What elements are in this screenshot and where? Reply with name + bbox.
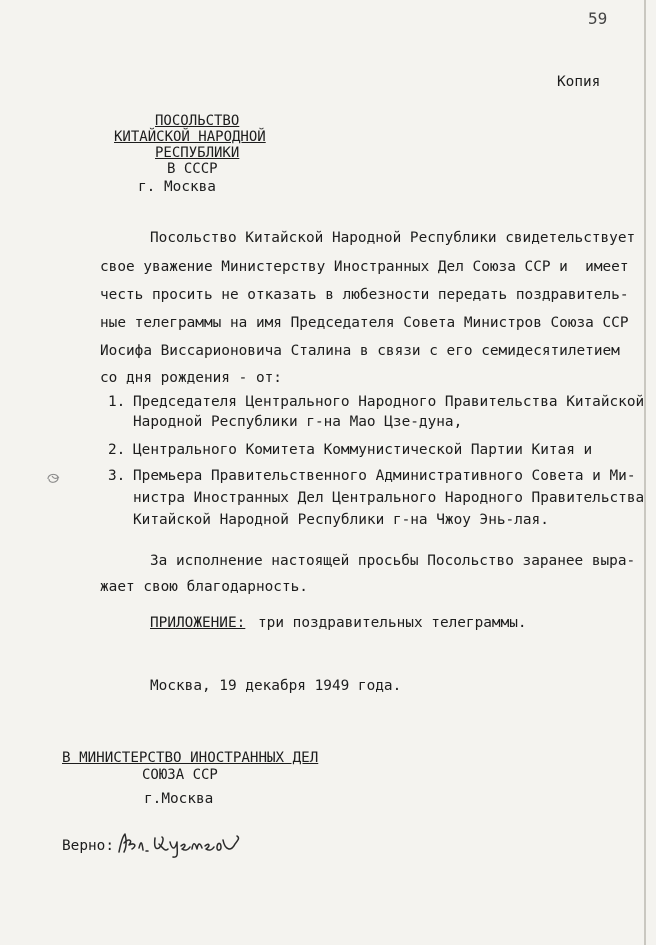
sender-line-4: В СССР <box>167 161 218 177</box>
recipient-line-1: В МИНИСТЕРСТВО ИНОСТРАННЫХ ДЕЛ <box>62 750 319 766</box>
sender-line-3: РЕСПУБЛИКИ <box>155 145 240 161</box>
para1-line: Иосифа Виссарионовича Сталина в связи с его семидесятилетием <box>100 343 620 359</box>
list-item-number: 2. <box>108 442 126 458</box>
para1-line: свое уважение Министерству Иностранных Дел Союза ССР и имеет <box>100 259 629 275</box>
attachment-text: три поздравительных телеграммы. <box>258 615 527 631</box>
handwritten-signature <box>115 828 255 858</box>
list-item-line: Китайской Народной Республики г-на Чжоу Энь-лая. <box>133 512 549 528</box>
list-item-line: нистра Иностранных Дел Центрального Народного Правительства <box>133 490 645 506</box>
para1-line: ные телеграммы на имя Председателя Совета Министров Союза ССР <box>100 315 629 331</box>
copy-label: Копия <box>557 74 601 90</box>
sender-city: г. Москва <box>138 179 216 195</box>
recipient-line-2: СОЮЗА ССР <box>142 767 218 783</box>
sender-line-2: КИТАЙСКОЙ НАРОДНОЙ <box>114 129 266 145</box>
list-item-number: 1. <box>108 394 126 410</box>
list-item-line: Премьера Правительственного Административного Совета и Ми- <box>133 468 636 484</box>
attachment-label: ПРИЛОЖЕНИЕ: <box>150 615 246 631</box>
list-item-line: Центрального Комитета Коммунистической Партии Китая и <box>133 442 593 458</box>
verification-label: Верно: <box>62 838 114 854</box>
sender-line-1: ПОСОЛЬСТВО <box>155 113 240 129</box>
para1-line: честь просить не отказать в любезности передать поздравитель- <box>100 287 629 303</box>
para1-line: Посольство Китайской Народной Республики свидетельствует <box>150 230 636 246</box>
date-line: Москва, 19 декабря 1949 года. <box>150 678 402 694</box>
list-item-line: Председателя Центрального Народного Правительства Китайской <box>133 394 645 410</box>
recipient-city: г.Москва <box>144 791 214 807</box>
page-number: 59 <box>588 9 608 28</box>
list-item-number: 3. <box>108 468 126 484</box>
para2-line: жает свою благодарность. <box>100 579 308 595</box>
para1-line: со дня рождения - от: <box>100 370 282 386</box>
list-item-line: Народной Республики г-на Мао Цзе-дуна, <box>133 414 463 430</box>
margin-pencil-mark <box>44 470 64 486</box>
para2-line: За исполнение настоящей просьбы Посольство заранее выра- <box>150 553 636 569</box>
